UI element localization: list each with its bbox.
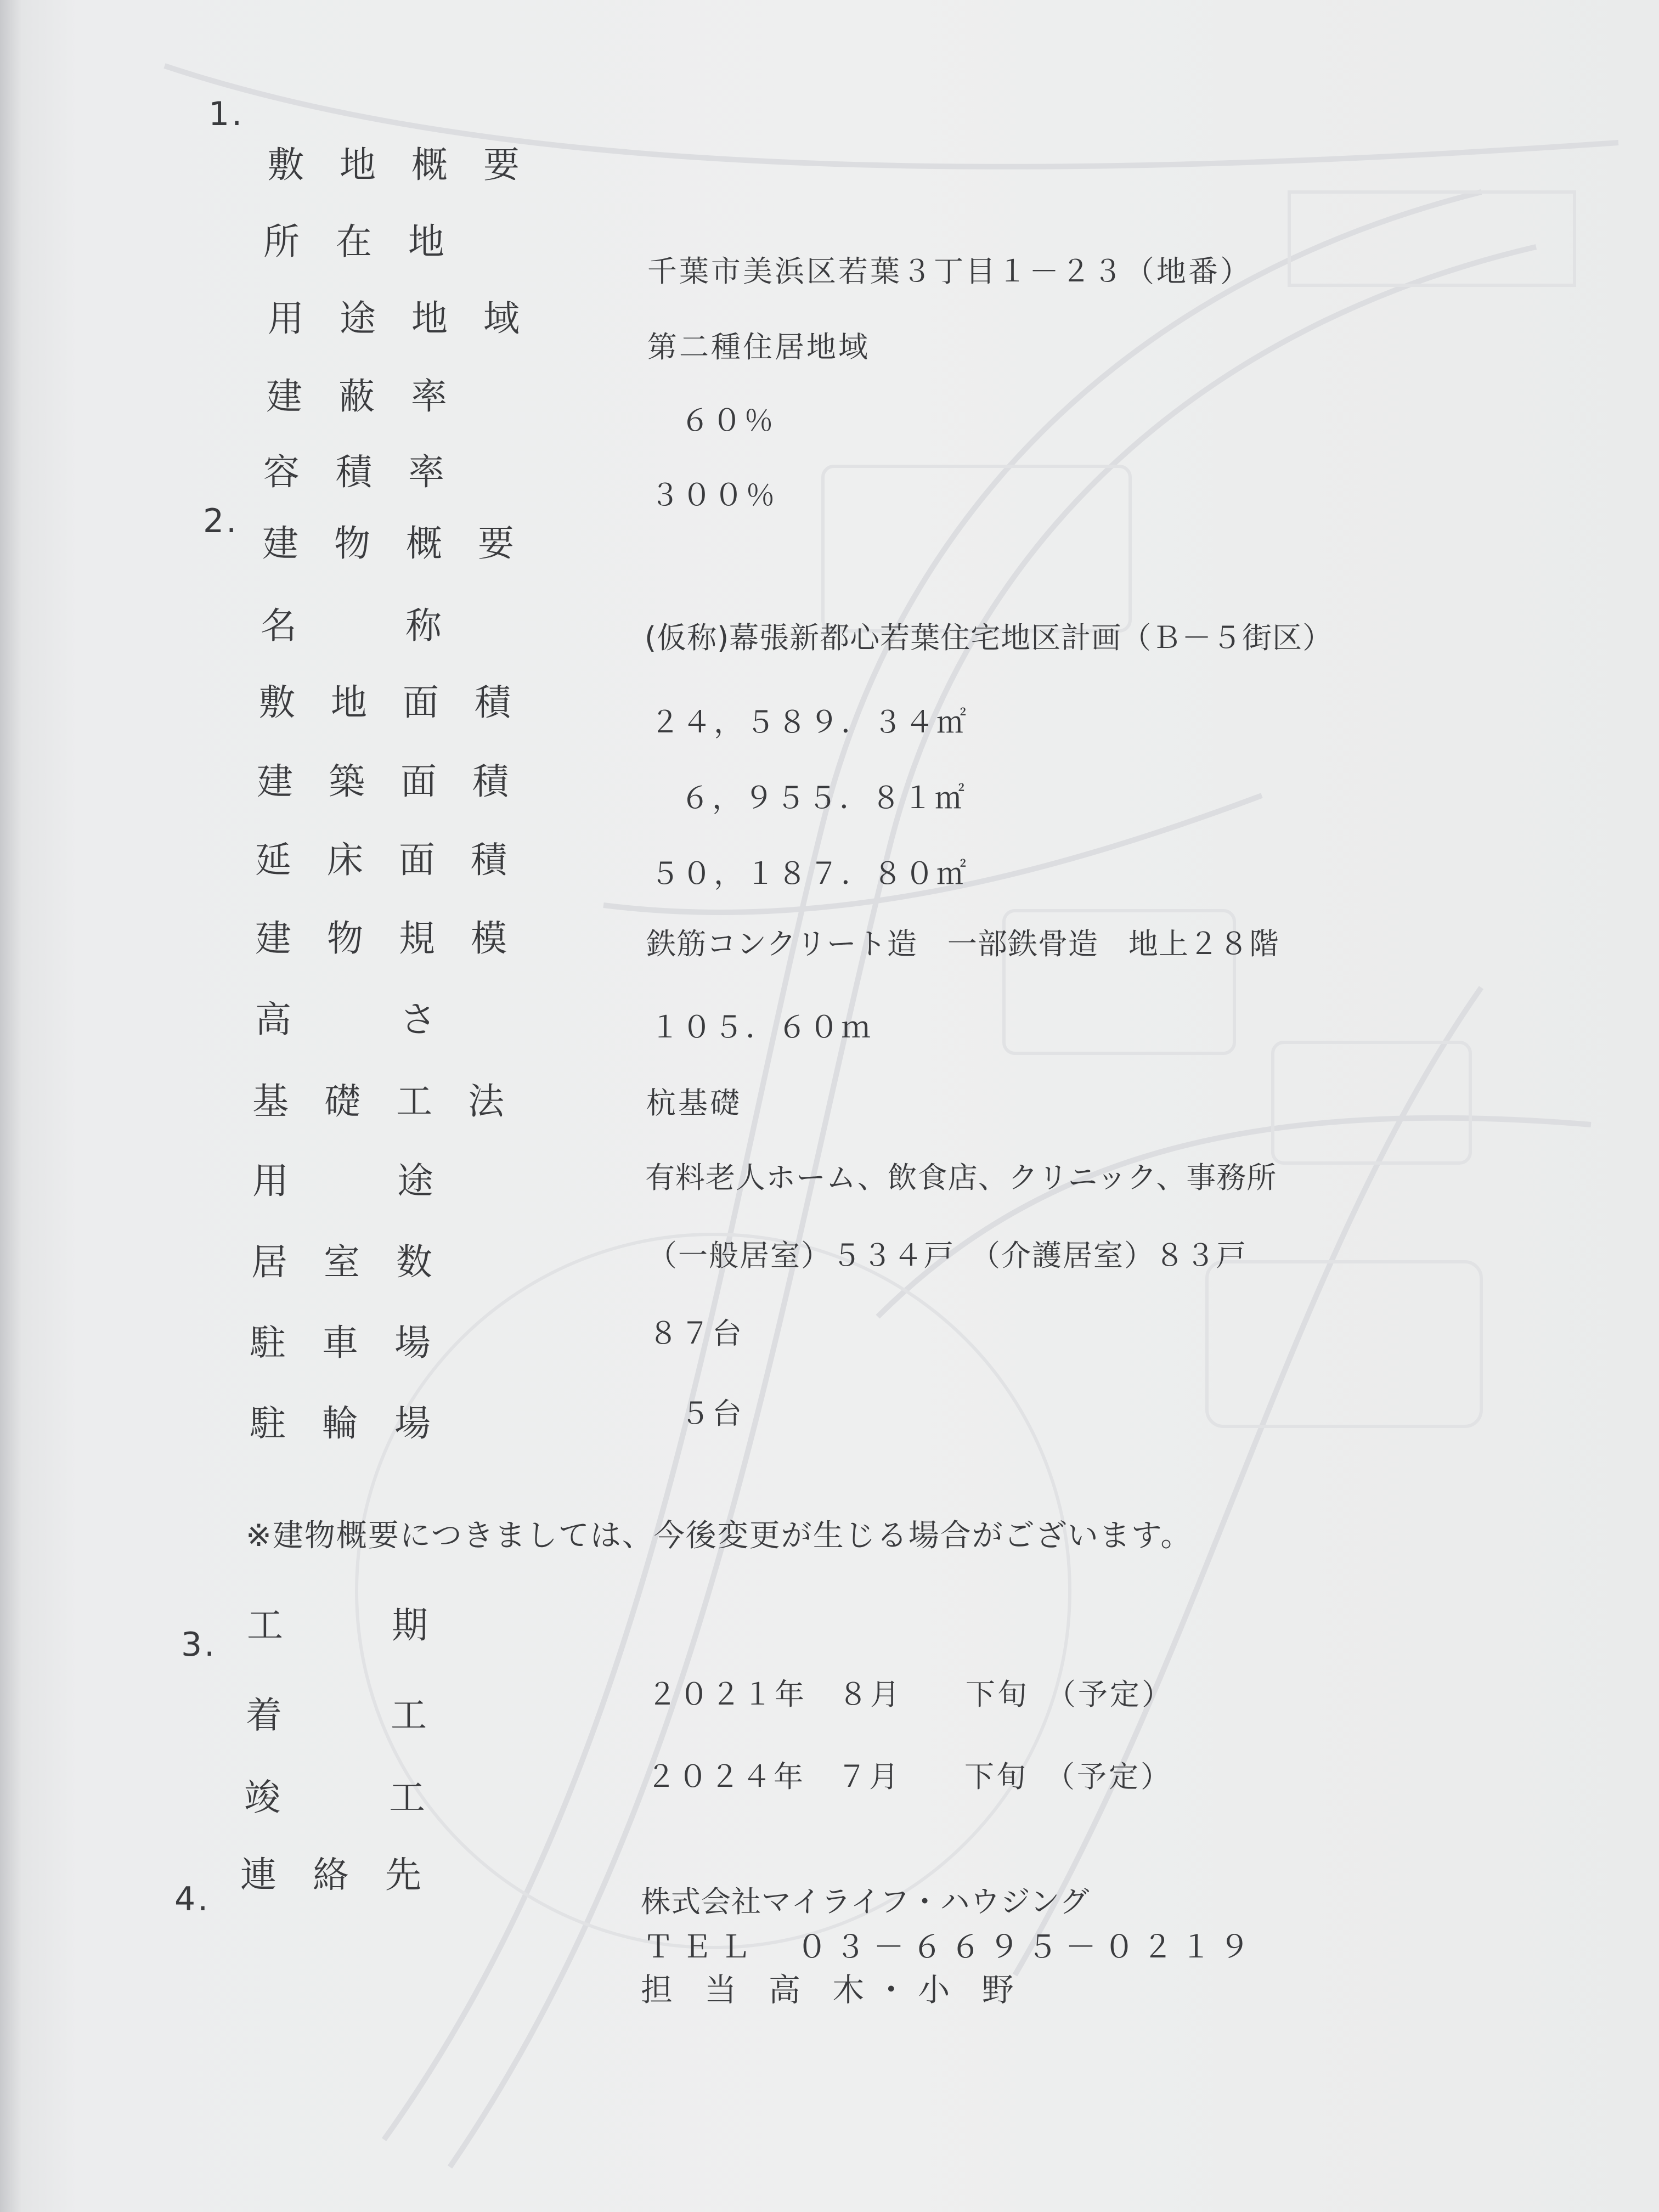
- field-value-site-area: ２４，５８９．３４㎡: [650, 705, 968, 740]
- field-label-completion: 竣 工: [244, 1776, 425, 1819]
- section-1-heading: 敷 地 概 要: [268, 144, 532, 186]
- field-label-room-count: 居 室 数: [251, 1241, 432, 1283]
- field-label-bicycle-parking: 駐 輪 場: [250, 1402, 431, 1444]
- section-4-number: 4.: [174, 1880, 211, 1918]
- field-value-completion: ２０２４年 ７月 下旬 （予定）: [646, 1759, 1172, 1794]
- field-value-use: 有料老人ホーム、飲食店、クリニック、事務所: [645, 1160, 1277, 1195]
- field-label-parking: 駐 車 場: [250, 1322, 431, 1364]
- field-label-construction-start: 着 工: [246, 1694, 427, 1736]
- field-label-site-area: 敷 地 面 積: [259, 681, 523, 724]
- section-4-heading: 連 絡 先: [240, 1854, 421, 1896]
- field-value-parking: ８７台: [648, 1316, 744, 1351]
- field-label-floor-area-ratio: 容 積 率: [263, 451, 444, 493]
- field-value-location: 千葉市美浜区若葉３丁目１－２３（地番）: [647, 254, 1252, 289]
- field-value-building-scale: 鉄筋コンクリート造 一部鉄骨造 地上２８階: [646, 927, 1279, 961]
- field-value-construction-start: ２０２１年 ８月 下旬 （予定）: [647, 1677, 1173, 1712]
- field-value-zoning: 第二種住居地域: [647, 330, 870, 364]
- field-label-zoning: 用 途 地 域: [268, 297, 532, 340]
- field-value-building-area: ６，９５５．８１㎡: [680, 781, 967, 815]
- section-1-number: 1.: [208, 95, 245, 133]
- field-label-building-scale: 建 物 規 模: [255, 917, 519, 960]
- field-value-project-name: (仮称)幕張新都心若葉住宅地区計画（Ｂ－５街区）: [645, 620, 1333, 655]
- field-label-building-area: 建 築 面 積: [257, 760, 521, 803]
- contact-tel: ＴＥＬ ０３－６６９５－０２１９: [643, 1929, 1257, 1965]
- building-overview-note: ※建物概要につきましては、今後変更が生じる場合がございます。: [246, 1518, 1193, 1554]
- field-label-location: 所 在 地: [263, 221, 444, 263]
- field-label-height: 高 さ: [255, 998, 436, 1041]
- section-3-number: 3.: [181, 1626, 217, 1664]
- section-2-number: 2.: [203, 502, 239, 540]
- field-value-foundation: 杭基礎: [646, 1086, 742, 1120]
- field-value-bicycle-parking: ５台: [680, 1396, 744, 1431]
- contact-company: 株式会社マイライフ・ハウジング: [641, 1884, 1090, 1919]
- field-label-coverage-ratio: 建 蔽 率: [266, 375, 447, 417]
- field-value-floor-area-ratio: ３００％: [650, 478, 777, 512]
- field-label-project-name: 名 称: [261, 605, 442, 647]
- field-label-use: 用 途: [252, 1160, 433, 1202]
- contact-staff: 担 当 高 木・小 野: [641, 1971, 1025, 2008]
- section-2-heading: 建 物 概 要: [262, 522, 526, 565]
- field-label-total-floor-area: 延 床 面 積: [255, 839, 519, 881]
- field-value-room-count: （一般居室）５３４戸 （介護居室）８３戸: [647, 1238, 1247, 1273]
- field-value-coverage-ratio: ６０％: [680, 403, 776, 438]
- field-label-foundation: 基 礎 工 法: [252, 1080, 516, 1122]
- section-3-heading: 工 期: [247, 1604, 428, 1646]
- field-value-height: １０５．６０ｍ: [650, 1010, 873, 1045]
- field-value-total-floor-area: ５０，１８７．８０㎡: [650, 856, 968, 891]
